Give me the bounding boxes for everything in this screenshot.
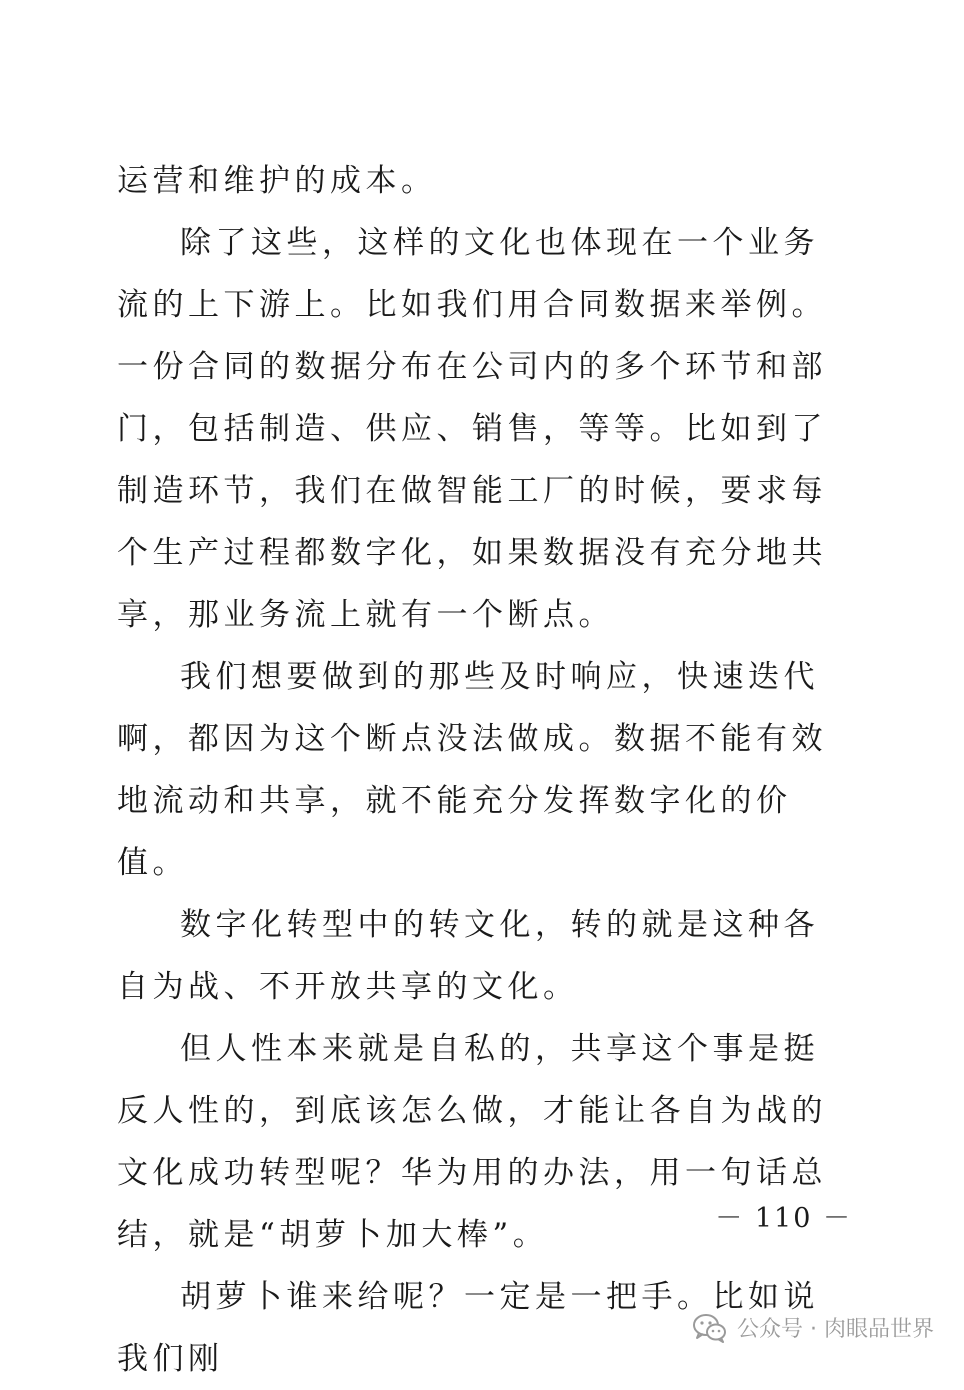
paragraph-4: 数字化转型中的转文化，转的就是这种各自为战、不开放共享的文化。 [117,907,819,1005]
paragraph-2: 除了这些，这样的文化也体现在一个业务流的上下游上。比如我们用合同数据来举例。一份合同的数据分布在公司内的多个环节和部门，包括制造、供应、销售，等等。比如到了制造环节，我们在做智能工厂的时候，要求每个生产过程都数字化，如果数据没有充分地共享，那业务流上就有一个断点。 [117,225,827,633]
watermark-text: 公众号 · 肉眼品世界 [737,1317,934,1342]
paragraph-6: 胡萝卜谁来给呢？一定是一把手。比如说我们刚 [117,1279,819,1377]
page-number: － 110 － [715,1203,852,1234]
paragraph-1: 运营和维护的成本。 [117,163,437,199]
watermark [693,1312,934,1343]
wechat-icon [693,1313,727,1343]
paragraph-5: 但人性本来就是自私的，共享这个事是挺反人性的，到底该怎么做，才能让各自为战的文化成功转型呢？华为用的办法，用一句话总结，就是“胡萝卜加大棒”。 [117,1031,827,1253]
paragraph-3: 我们想要做到的那些及时响应，快速迭代啊，都因为这个断点没法做成。数据不能有效地流动和共享，就不能充分发挥数字化的价值。 [117,659,827,881]
